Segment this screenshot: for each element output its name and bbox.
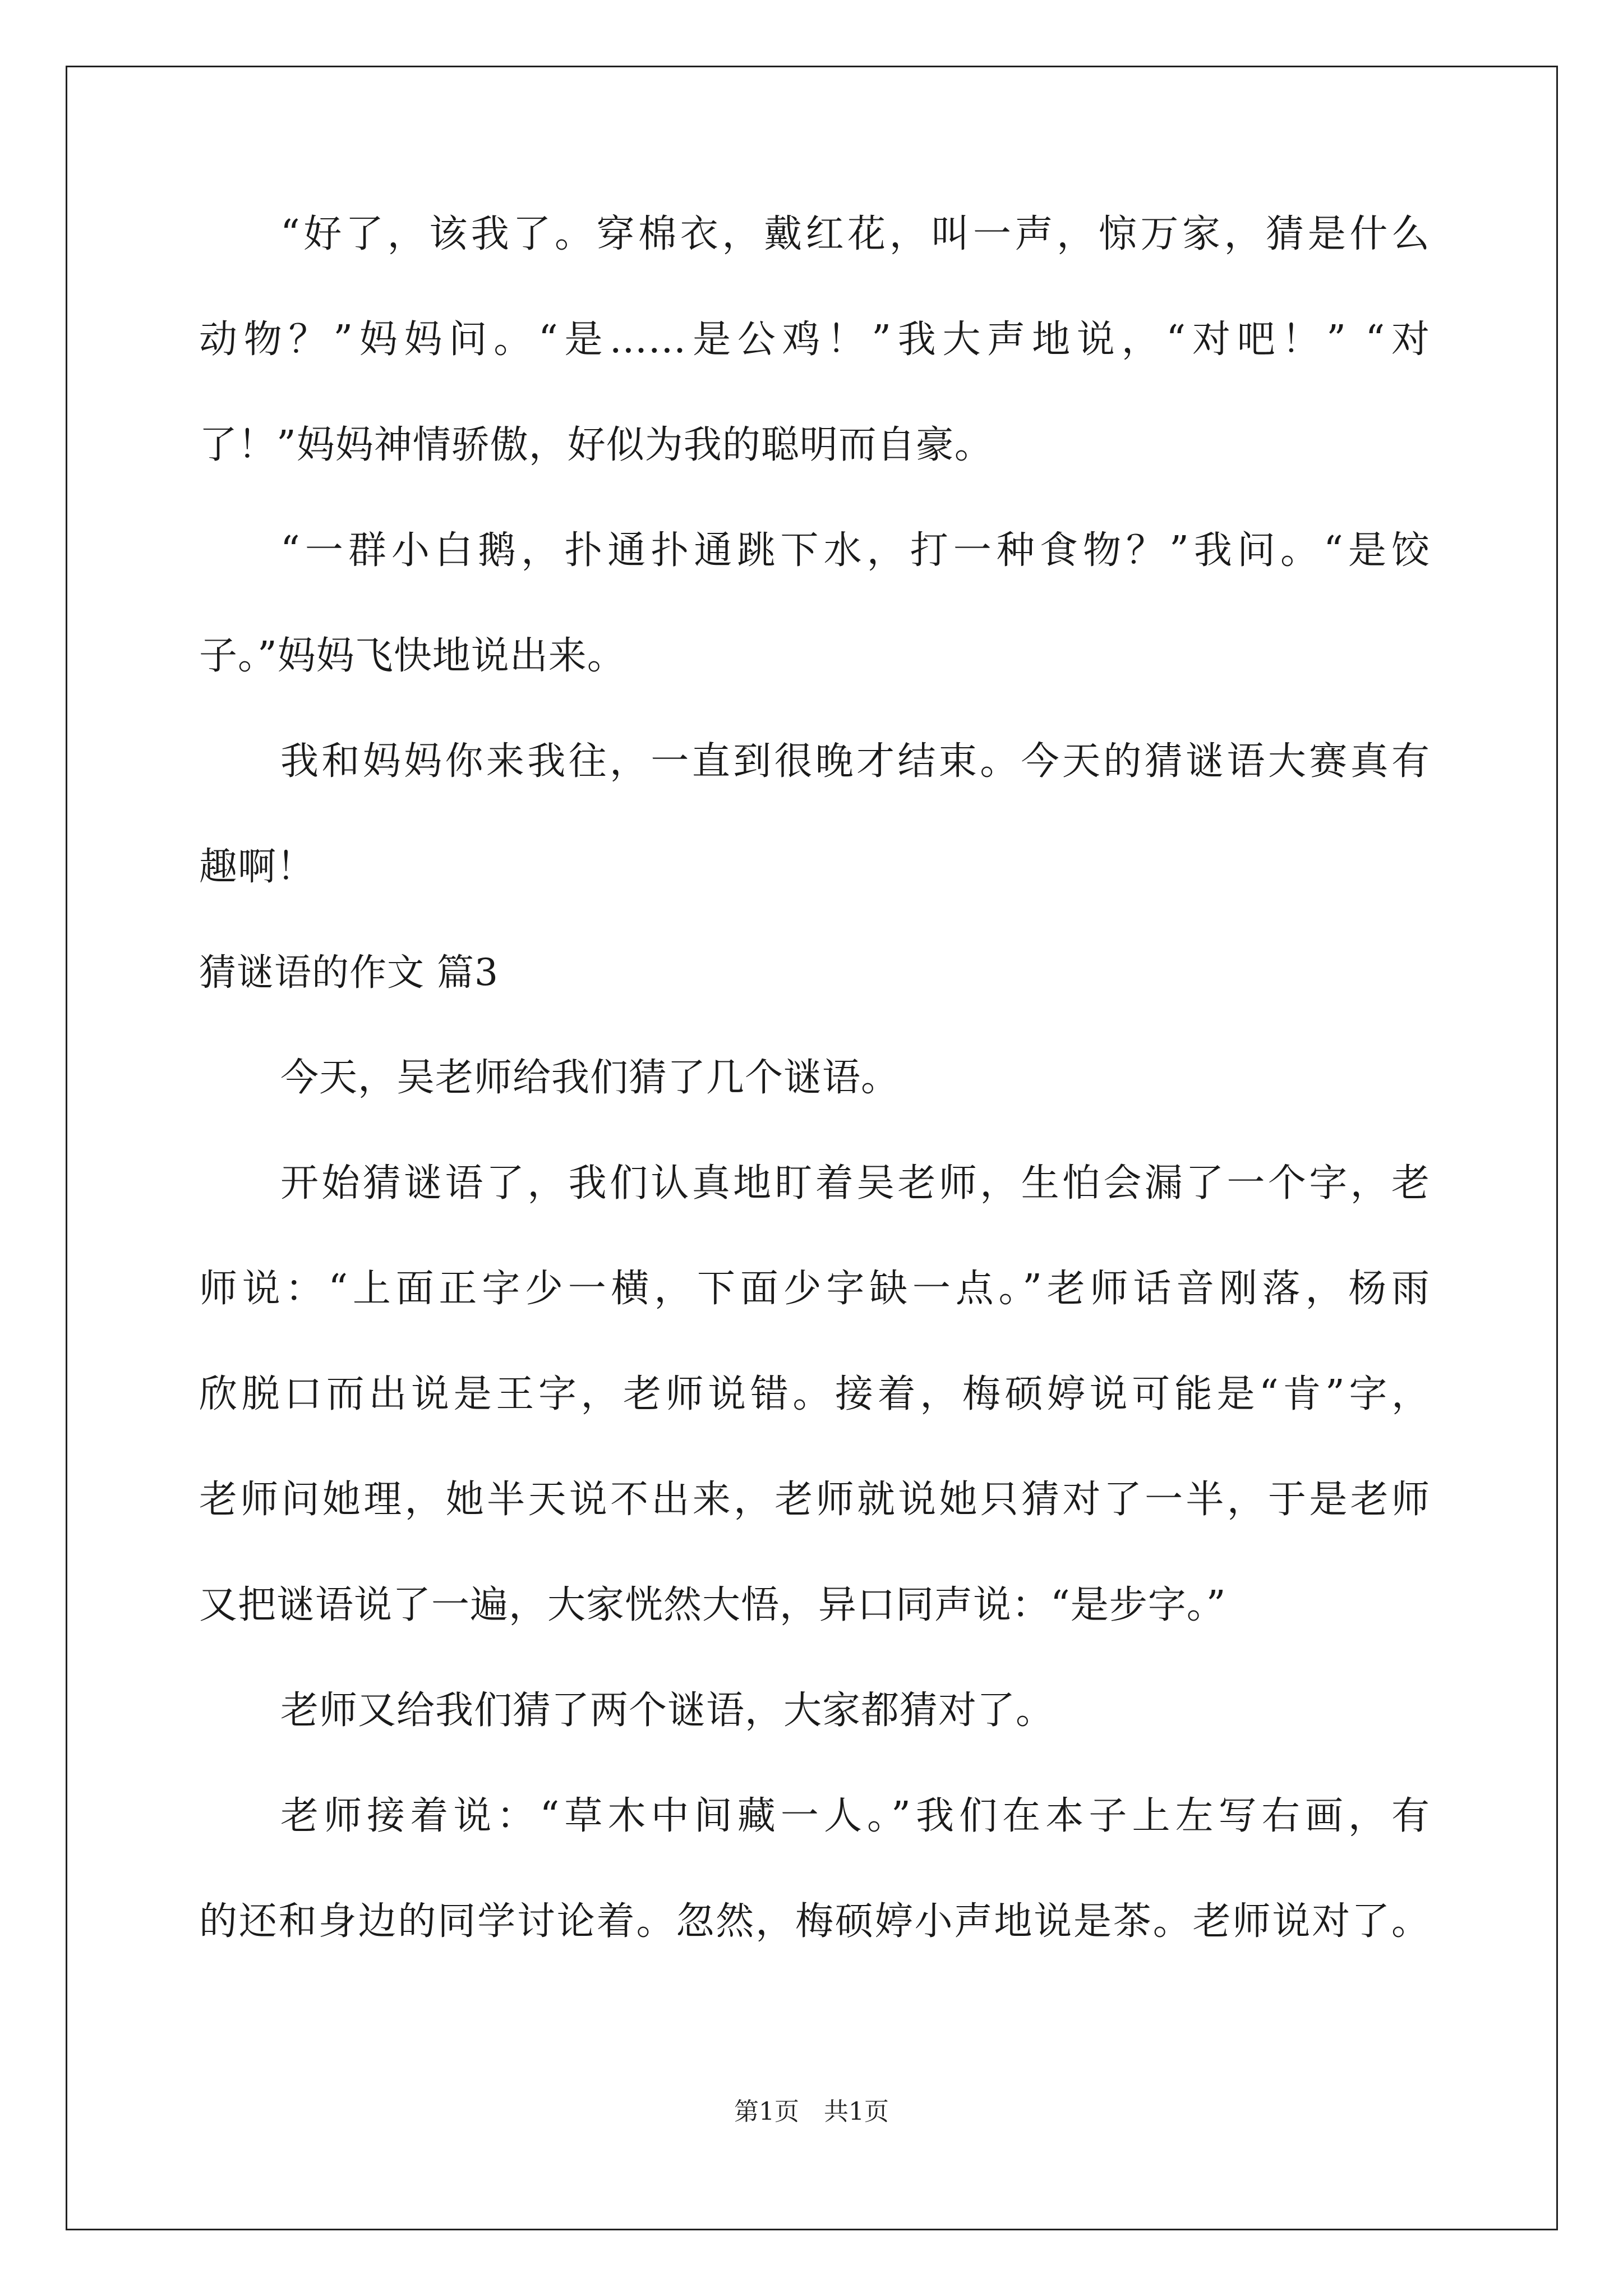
document-body bbox=[199, 208, 1430, 2000]
text-line: 了！”妈妈神情骄傲，好似为我的聪明而自豪。 bbox=[199, 423, 993, 467]
text-line: 欣脱口而出说是王字，老师说错。接着，梅硕婷说可能是“肯”字， bbox=[199, 1372, 1430, 1416]
text-line: 的还和身边的同学讨论着。忽然，梅硕婷小声地说是茶。老师说对了。 bbox=[199, 1899, 1430, 1944]
text-line: “一群小白鹅，扑通扑通跳下水，打一种食物？”我问。“是饺 bbox=[280, 528, 1430, 573]
text-line: 今天，吴老师给我们猜了几个谜语。 bbox=[280, 1056, 900, 1100]
text-line: 老师问她理，她半天说不出来，老师就说她只猜对了一半，于是老师 bbox=[199, 1478, 1430, 1522]
text-line: 我和妈妈你来我往，一直到很晚才结束。今天的猜谜语大赛真有 bbox=[280, 739, 1430, 784]
text-line: 趣啊！ bbox=[199, 845, 316, 889]
text-line: “好了，该我了。穿棉衣，戴红花，叫一声，惊万家，猜是什么 bbox=[280, 212, 1430, 256]
text-line: 又把谜语说了一遍，大家恍然大悟，异口同声说：“是步字。” bbox=[199, 1583, 1227, 1627]
text-line: 老师又给我们猜了两个谜语，大家都猜对了。 bbox=[280, 1688, 1055, 1733]
text-line: 子。”妈妈飞快地说出来。 bbox=[199, 634, 626, 678]
text-line: 开始猜谜语了，我们认真地盯着吴老师，生怕会漏了一个字，老 bbox=[280, 1161, 1430, 1205]
section-heading: 猜谜语的作文 篇3 bbox=[199, 951, 499, 994]
text-line: 师说：“上面正字少一横，下面少字缺一点。”老师话音刚落，杨雨 bbox=[199, 1267, 1430, 1311]
text-line: 老师接着说：“草木中间藏一人。”我们在本子上左写右画，有 bbox=[280, 1794, 1430, 1838]
page-footer: 第1页 共1页 bbox=[734, 2097, 889, 2126]
text-line: 动物？”妈妈问。“是……是公鸡！”我大声地说，“对吧！” “对 bbox=[199, 318, 1430, 362]
